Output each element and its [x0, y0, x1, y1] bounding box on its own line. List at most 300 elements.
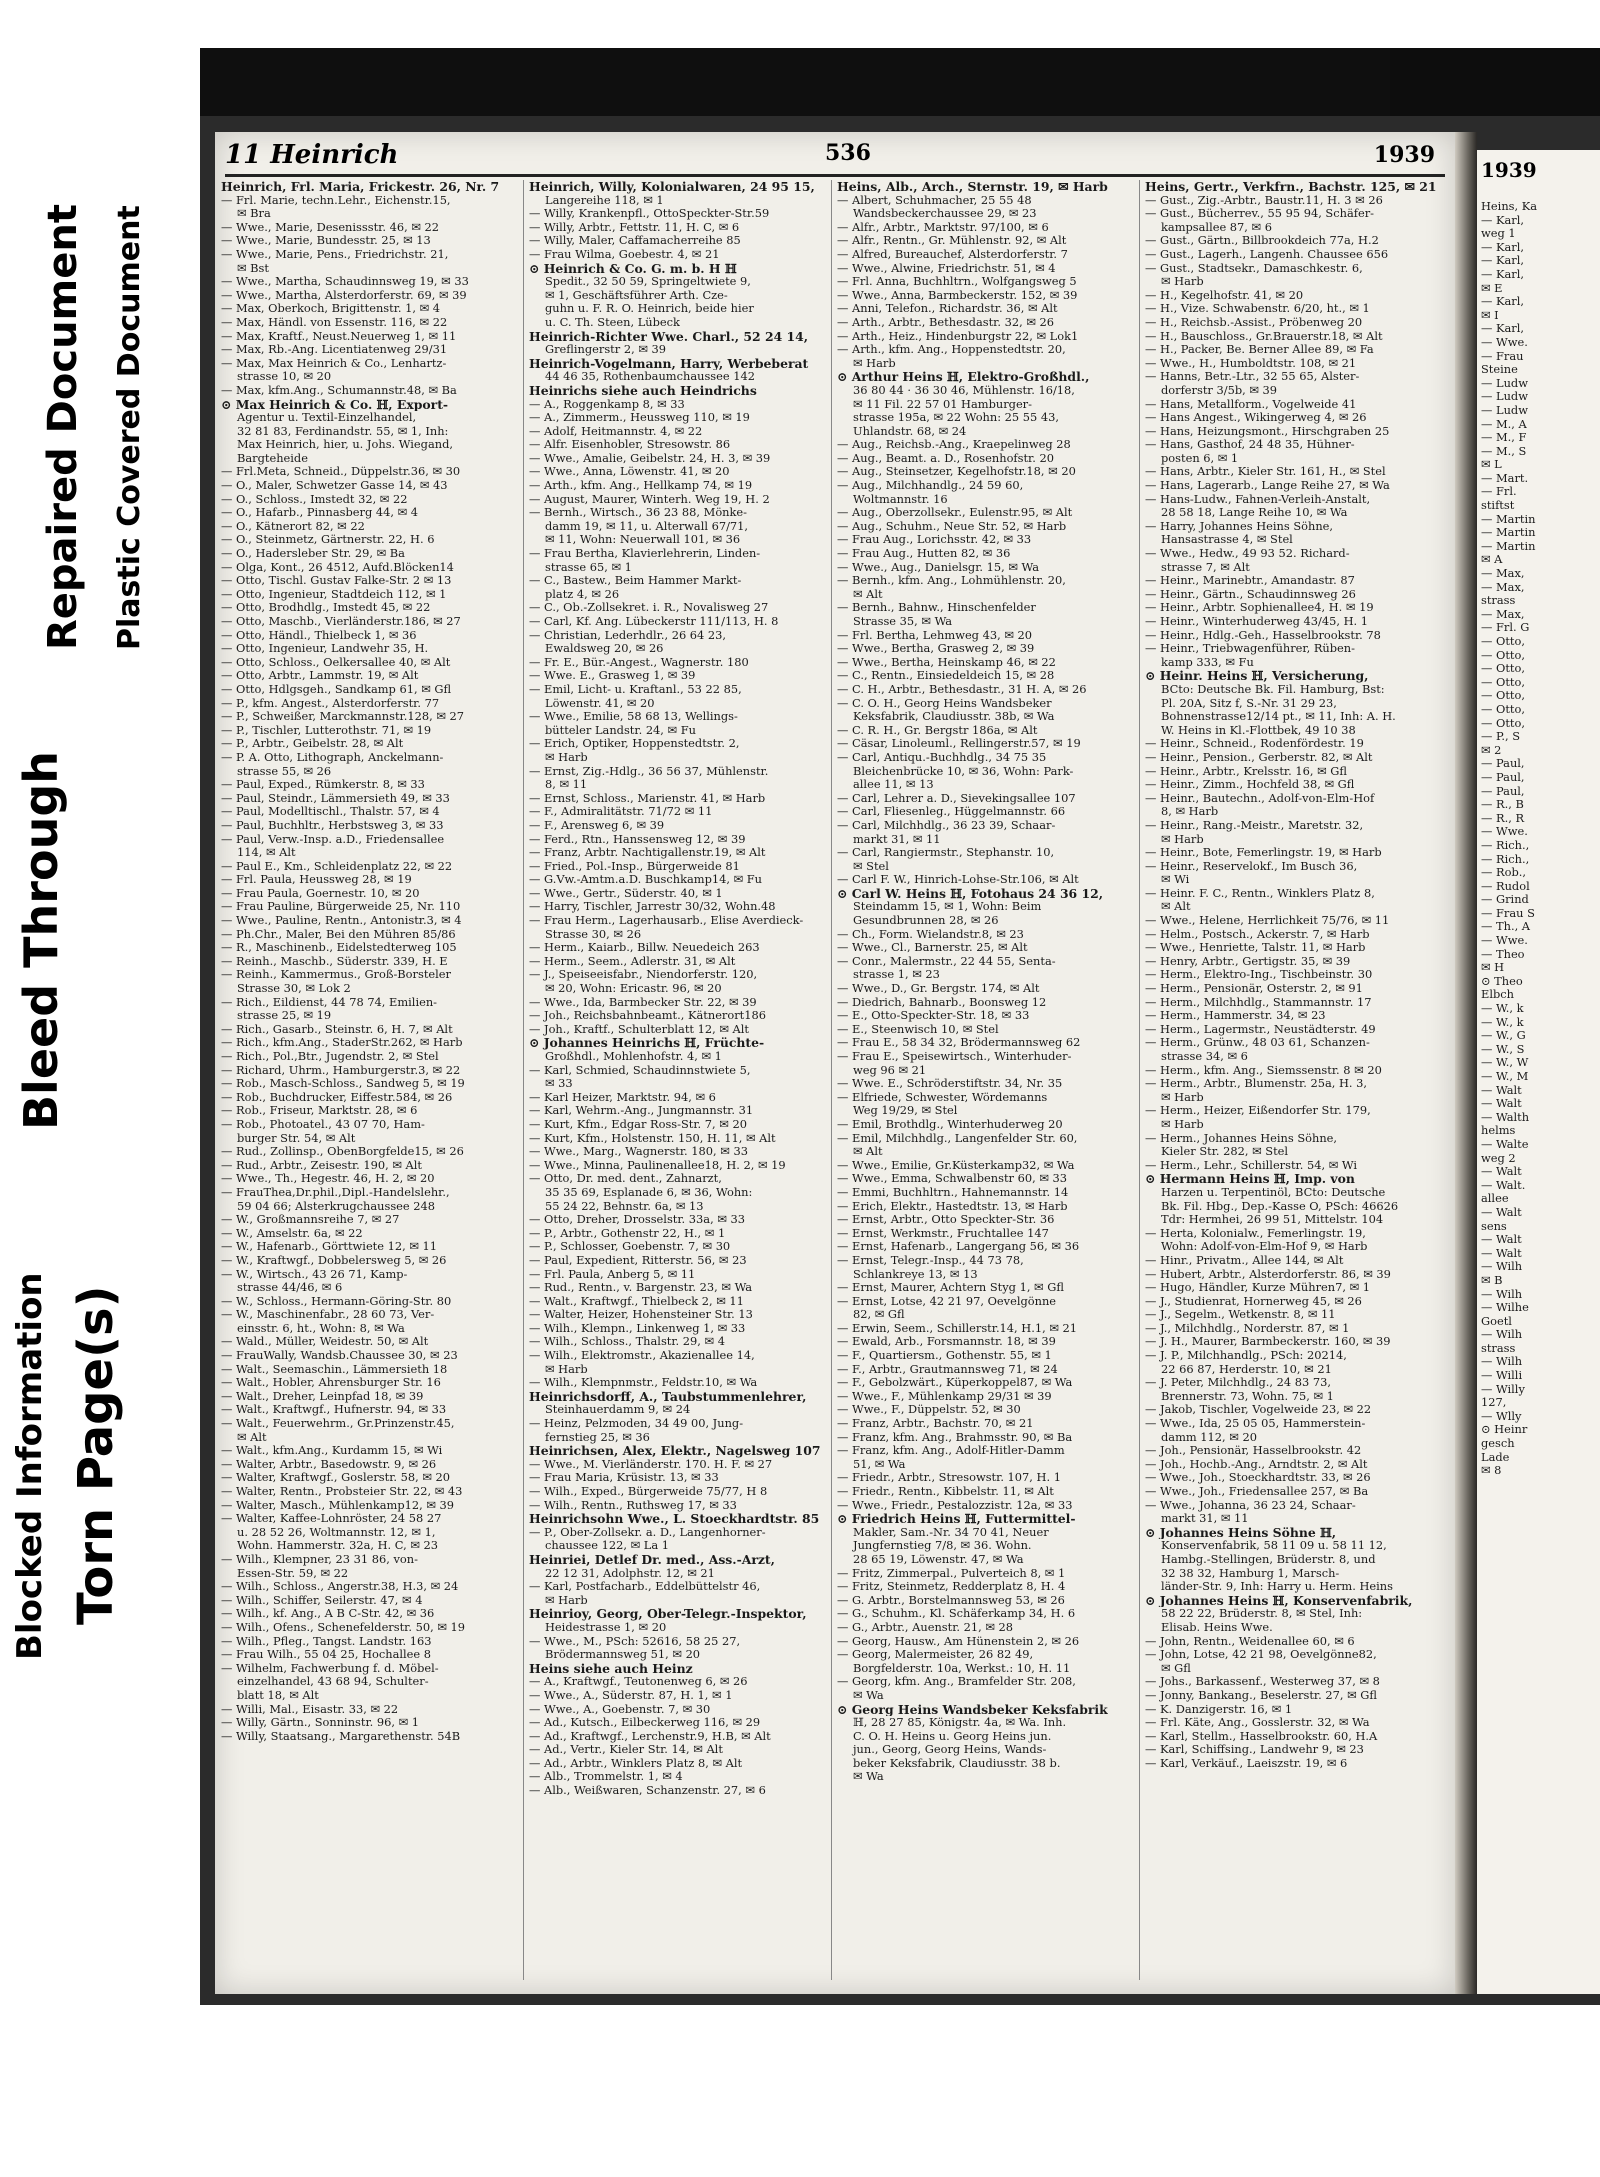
directory-entry: — Wwe., M. Vierländerstr. 170. H. F. ✉ 27 [529, 1457, 773, 1471]
directory-entry: — H., Reichsb.-Assist., Pröbenweg 20 [1145, 315, 1363, 329]
directory-entry: — Hans-Ludw., Fahnen-Verleih-Anstalt, [1145, 492, 1371, 506]
directory-entry: Elbch [1481, 988, 1514, 1002]
directory-entry: Heinrichs siehe auch Heindrichs [529, 383, 757, 398]
directory-entry: — Rich., kfm.Ang., StaderStr.262, ✉ Harb [221, 1036, 463, 1050]
directory-entry: — Friedr., Rentn., Kibbelstr. 11, ✉ Alt [837, 1485, 1054, 1498]
directory-entry: ✉ 1, Geschäftsführer Arth. Cze- [545, 288, 728, 302]
directory-entry: Weg 19/29, ✉ Stel [853, 1104, 958, 1118]
directory-entry: — Willy, Maler, Caffamacherreihe 85 [529, 234, 741, 248]
directory-entry: — F., Gebolzwärt., Küperkoppel87, ✉ Wa [837, 1376, 1073, 1390]
directory-entry: — Wwe. E., Schröderstiftstr. 34, Nr. 35 [837, 1077, 1063, 1091]
directory-entry: — Wwe., Emma, Schwalbenstr 60, ✉ 33 [837, 1172, 1067, 1186]
directory-entry: einsstr. 6, ht., Wohn: 8, ✉ Wa [237, 1321, 405, 1335]
directory-entry: strasse 1, ✉ 23 [853, 968, 940, 982]
directory-entry: — Herm., Heizer, Eißendorfer Str. 179, [1145, 1104, 1371, 1118]
directory-entry: markt 31, ✉ 11 [1161, 1512, 1249, 1526]
directory-entry: — H., Packer, Be. Berner Allee 89, ✉ Fa [1145, 343, 1374, 357]
directory-entry: — Henry, Arbtr., Gertigstr. 35, ✉ 39 [1145, 954, 1351, 968]
directory-entry: ✉ Wi [1161, 873, 1190, 887]
directory-entry: — Conr., Malermstr., 22 44 55, Senta- [837, 954, 1056, 968]
directory-entry: 55 24 22, Behnstr. 6a, ✉ 13 [545, 1199, 704, 1213]
directory-entry: damm 112, ✉ 20 [1161, 1430, 1257, 1444]
directory-entry: ✉ 8 [1481, 1464, 1502, 1478]
directory-entry: — A., Roggenkamp 8, ✉ 33 [529, 397, 685, 411]
directory-entry: — Heinr., Marinebtr., Amandastr. 87 [1145, 574, 1355, 588]
directory-entry: ✉ Wa [853, 1688, 884, 1702]
directory-entry: allee [1481, 1192, 1509, 1206]
directory-entry: Strasse 30, ✉ 26 [545, 927, 642, 941]
directory-entry: Ewaldsweg 20, ✉ 26 [545, 642, 664, 656]
directory-entry: — W., k [1481, 1002, 1524, 1016]
directory-entry: — Walt [1481, 1205, 1522, 1219]
directory-entry: — Ad., Kutsch., Eilbeckerweg 116, ✉ 29 [529, 1716, 761, 1730]
directory-entry: ✉ Harb [1161, 832, 1204, 846]
directory-entry: — Wilhe [1481, 1301, 1529, 1315]
directory-entry: 35 35 69, Esplanade 6, ✉ 36, Wohn: [545, 1185, 753, 1199]
directory-entry: — Hans, Lagerarb., Lange Reihe 27, ✉ Wa [1145, 479, 1390, 493]
directory-entry: Heinrich-Richter Wwe. Charl., 52 24 14, [529, 329, 809, 344]
directory-entry: — Otto, Dr. med. dent., Zahnarzt, [529, 1172, 722, 1186]
directory-entry: — Walter, Arbtr., Basedowstr. 9, ✉ 26 [221, 1457, 437, 1471]
directory-entry: 8, ✉ Harb [1161, 805, 1219, 819]
directory-entry: — Emil, Brothdlg., Winterhuderweg 20 [837, 1117, 1063, 1131]
directory-entry: strasse 10, ✉ 20 [237, 370, 332, 384]
directory-entry: — Max, [1481, 607, 1525, 621]
directory-entry: beker Keksfabrik, Claudiusstr. 38 b. [853, 1756, 1061, 1770]
directory-entry: — Wilh., Klempn., Linkenweg 1, ✉ 33 [529, 1321, 746, 1335]
directory-entry: u. C. Th. Steen, Lübeck [545, 315, 680, 329]
directory-entry: posten 6, ✉ 1 [1161, 451, 1239, 465]
directory-entry: Heinrich, Frl. Maria, Frickestr. 26, Nr. 7 [221, 180, 500, 194]
directory-entry: — Georg, Hausw., Am Hünenstein 2, ✉ 26 [837, 1634, 1080, 1648]
directory-entry: Woltmannstr. 16 [853, 492, 948, 506]
directory-entry: Konservenfabrik, 58 11 09 u. 58 11 12, [1161, 1539, 1387, 1553]
directory-entry: — O., Schloss., Imstedt 32, ✉ 22 [221, 492, 408, 506]
directory-entry: — Wwe., Johanna, 36 23 24, Schaar- [1145, 1498, 1356, 1512]
directory-entry: — Wwe. E., Grasweg 1, ✉ 39 [529, 669, 696, 683]
directory-entry: — C., Ob.-Zollsekret. i. R., Novalisweg 27 [529, 601, 769, 615]
running-head: 11 Heinrich [225, 140, 399, 170]
directory-entry: — Paul, Exped., Rümkerstr. 8, ✉ 33 [221, 778, 425, 792]
directory-entry: — Willi, Mal., Eisastr. 33, ✉ 22 [221, 1702, 399, 1716]
directory-entry: — O., Maler, Schwetzer Gasse 14, ✉ 43 [221, 479, 448, 493]
directory-entry: — Walt., Kraftwgf., Hufnerstr. 94, ✉ 33 [221, 1403, 447, 1417]
directory-entry: — G., Schuhm., Kl. Schäferkamp 34, H. 6 [837, 1607, 1076, 1621]
directory-entry: — O., Kätnerort 82, ✉ 22 [221, 519, 365, 533]
directory-entry: — Wwe., Marie, Desenissstr. 46, ✉ 22 [221, 220, 439, 234]
directory-entry: — Max, [1481, 580, 1525, 594]
directory-entry: — Wwe., H., Humboldtstr. 108, ✉ 21 [1145, 356, 1357, 370]
directory-entry: — Hans, Arbtr., Kieler Str. 161, H., ✉ Stel [1145, 465, 1386, 479]
directory-entry: — Emmi, Buchhltrn., Hahnemannstr. 14 [837, 1185, 1069, 1199]
adjacent-page-year: 1939 [1481, 158, 1537, 182]
directory-entry: ⊙ Friedrich Heins ℍ, Futtermittel- [837, 1512, 1076, 1526]
directory-entry: — Frl.Meta, Schneid., Düppelstr.36, ✉ 30 [221, 465, 461, 479]
directory-entry: — G., Arbtr., Auenstr. 21, ✉ 28 [837, 1620, 1014, 1634]
directory-entry: — Frl. Bertha, Lehmweg 43, ✉ 20 [837, 628, 1032, 642]
directory-entry: — K. Danzigerstr. 16, ✉ 1 [1145, 1702, 1293, 1716]
directory-entry: — Walt., Feuerwehrm., Gr.Prinzenstr.45, [221, 1417, 455, 1431]
directory-entry: — Heinr., Schneid., Rodenfördestr. 19 [1145, 737, 1364, 751]
directory-entry: kampsallee 87, ✉ 6 [1161, 220, 1272, 234]
directory-entry: — Ernst, Hafenarb., Langergang 56, ✉ 36 [837, 1240, 1080, 1254]
directory-entry: — Hugo, Händler, Kurze Mühren7, ✉ 1 [1145, 1281, 1371, 1295]
directory-entry: ✉ Alt [853, 587, 883, 601]
directory-entry: — Gust., Bücherrev., 55 95 94, Schäfer- [1145, 207, 1374, 221]
directory-entry: Bk. Fil. Hbg., Dep.-Kasse O, PSch: 46626 [1161, 1199, 1399, 1213]
directory-entry: — Hinr., Privatm., Allee 144, ✉ Alt [1145, 1253, 1344, 1267]
directory-entry: — Carl, Kf. Ang. Lübeckerstr 111/113, H. 8 [529, 615, 779, 628]
directory-entry: strasse 34, ✉ 6 [1161, 1050, 1248, 1063]
directory-entry: 28 58 18, Lange Reihe 10, ✉ Wa [1161, 506, 1348, 520]
directory-entry: — E., Otto-Speckter-Str. 18, ✉ 33 [837, 1009, 1030, 1023]
directory-entry: — Wwe., Helene, Herrlichkeit 75/76, ✉ 11 [1145, 914, 1390, 928]
directory-entry: — Max, Rb.-Ang. Licentiatenweg 29/31 [221, 343, 448, 357]
directory-entry: — Gust., Gärtn., Billbrookdeich 77a, H.2 [1145, 234, 1379, 248]
directory-entry: — Otto, Brodhdlg., Imstedt 45, ✉ 22 [221, 601, 431, 615]
plastic-covered-document-label: Plastic Covered Document [112, 205, 147, 650]
directory-entry: — O., Hadersleber Str. 29, ✉ Ba [221, 547, 405, 561]
directory-entry: ⊙ Johannes Heinrichs ℍ, Früchte- [529, 1036, 765, 1050]
directory-entry: — J., Segelm., Wetkenstr. 8, ✉ 11 [1145, 1308, 1336, 1322]
directory-entry: — Emil, Milchhdlg., Langenfelder Str. 60, [837, 1131, 1078, 1145]
directory-entry: — J., Speiseeisfabr., Niendorferstr. 120, [529, 968, 758, 982]
directory-entry: Heins, Alb., Arch., Sternstr. 19, ✉ Harb [837, 180, 1108, 194]
directory-entry: — John, Lotse, 42 21 98, Oevelgönne82, [1145, 1648, 1377, 1662]
directory-entry: — Georg, kfm. Ang., Bramfelder Str. 208, [837, 1675, 1076, 1689]
directory-entry: — Johs., Barkassenf., Westerweg 37, ✉ 8 [1145, 1675, 1380, 1689]
directory-entry: — Max, Kraftf., Neust.Neuerweg 1, ✉ 11 [221, 329, 457, 343]
directory-entry: — Otto, [1481, 635, 1525, 648]
column-3 [837, 180, 1133, 1980]
directory-entry: — C., Rentn., Einsiedeldeich 15, ✉ 28 [837, 669, 1055, 683]
directory-entry: — Walt [1481, 1246, 1522, 1260]
directory-entry: — Wwe., Gertr., Süderstr. 40, ✉ 1 [529, 886, 723, 900]
directory-entry: — Reinh., Kammermus., Groß-Borsteler [221, 968, 451, 982]
directory-entry: — Cäsar, Linoleuml., Rellingerstr.57, ✉ 19 [837, 737, 1081, 751]
directory-entry: — O., Hafarb., Pinnasberg 44, ✉ 4 [221, 506, 419, 520]
directory-entry: — Willy, Krankenpfl., OttoSpeckter-Str.59 [529, 207, 770, 221]
directory-entry: — Wilh., Schloss., Thalstr. 29, ✉ 4 [529, 1335, 725, 1349]
directory-entry: — Wwe., Alwine, Friedrichstr. 51, ✉ 4 [837, 261, 1056, 275]
directory-entry: — Frl. Paula, Heussweg 28, ✉ 19 [221, 873, 412, 887]
directory-entry: markt 31, ✉ 11 [853, 832, 941, 846]
directory-entry: — Harry, Tischler, Jarrestr 30/32, Wohn.48 [529, 900, 776, 914]
directory-entry: — Herm., Elektro-Ing., Tischbeinstr. 30 [1145, 968, 1373, 982]
directory-entry: — Gust., Lagerh., Langenh. Chaussee 656 [1145, 247, 1389, 261]
directory-entry: — Paul, Modelltischl., Thalstr. 57, ✉ 4 [221, 805, 440, 819]
directory-entry: — Helm., Postsch., Ackerstr. 7, ✉ Harb [1145, 927, 1370, 941]
directory-entry: — Hans Angest., Wikingerweg 4, ✉ 26 [1145, 411, 1367, 425]
directory-entry: — Wwe., Joh., Stoeckhardtstr. 33, ✉ 26 [1145, 1471, 1371, 1485]
directory-entry: — Otto, Ingenieur, Stadtdeich 112, ✉ 1 [221, 587, 447, 601]
directory-entry: — Joh., Reichsbahnbeamt., Kätnerort186 [529, 1009, 766, 1023]
directory-entry: — Martin [1481, 512, 1536, 526]
directory-entry: — Wwe., Marie, Bundesstr. 25, ✉ 13 [221, 234, 431, 248]
directory-entry: — Kurt, Kfm., Edgar Ross-Str. 7, ✉ 20 [529, 1117, 747, 1131]
directory-entry: — Otto, [1481, 702, 1525, 716]
directory-entry: einzelhandel, 43 68 94, Schulter- [237, 1675, 429, 1689]
year: 1939 [1373, 142, 1435, 168]
directory-entry: Uhlandstr. 68, ✉ 24 [853, 424, 967, 438]
directory-entry: — Frau [1481, 349, 1524, 363]
directory-entry: — Herm., Kaiarb., Billw. Neuedeich 263 [529, 941, 760, 955]
directory-entry: — Heinr., Hdlg.-Geh., Hasselbrookstr. 78 [1145, 628, 1381, 642]
directory-entry: — Walt [1481, 1233, 1522, 1247]
directory-entry: ✉ 11 Fil. 22 57 01 Hamburger- [853, 397, 1032, 411]
directory-entry: — Reinh., Maschb., Süderstr. 339, H. E [221, 954, 448, 968]
directory-entry: — Walter, Masch., Mühlenkamp12, ✉ 39 [221, 1498, 455, 1512]
directory-entry: — Otto, [1481, 675, 1525, 689]
directory-entry: — W., Schloss., Hermann-Göring-Str. 80 [221, 1294, 452, 1308]
directory-entry: — Heinr. F. C., Rentn., Winklers Platz 8, [1145, 886, 1375, 900]
directory-entry: — Jonny, Bankang., Beselerstr. 27, ✉ Gfl [1145, 1688, 1377, 1702]
directory-entry: ✉ A [1481, 553, 1503, 567]
directory-entry: — Otto, [1481, 716, 1525, 730]
directory-entry: Heinrichsohn Wwe., L. Stoeckhardtstr. 85 [529, 1512, 820, 1526]
directory-entry: — P. A. Otto, Lithograph, Anckelmann- [221, 750, 444, 764]
directory-entry: — H., Vize. Schwabenstr. 6/20, ht., ✉ 1 [1145, 302, 1370, 316]
directory-entry: ✉ I [1481, 308, 1499, 322]
directory-entry: — Aug., Beamt. a. D., Rosenhofstr. 20 [837, 451, 1054, 465]
directory-entry: — Heinr., Arbtr., Krelsstr. 16, ✉ Gfl [1145, 764, 1347, 778]
directory-entry: — H., Kegelhofstr. 41, ✉ 20 [1145, 288, 1304, 302]
directory-entry: Bohnenstrasse12/14 pt., ✉ 11, Inh: A. H. [1161, 710, 1396, 724]
directory-entry: — Alb., Weißwaren, Schanzenstr. 27, ✉ 6 [529, 1784, 766, 1798]
directory-entry: — Wwe., Friedr., Pestalozzistr. 12a, ✉ 33 [837, 1498, 1073, 1512]
directory-entry: 32 38 32, Hamburg 1, Marsch- [1161, 1566, 1340, 1580]
directory-entry: — Kurt, Kfm., Holstenstr. 150, H. 11, ✉ Alt [529, 1131, 776, 1145]
adjacent-page [1477, 150, 1600, 1994]
directory-entry: — Otto, Schloss., Oelkersallee 40, ✉ Alt [221, 655, 451, 669]
directory-entry: — Rob., Photoatel., 43 07 70, Ham- [221, 1117, 425, 1131]
directory-entry: — P., Schweißer, Marckmannstr.128, ✉ 27 [221, 710, 464, 724]
directory-entry: — Wilh., Klempner, 23 31 86, von- [221, 1552, 418, 1566]
directory-entry: — Wilh [1481, 1328, 1523, 1342]
directory-entry: ✉ Alt [1161, 900, 1191, 914]
directory-entry: — FrauThea,Dr.phil.,Dipl.-Handelslehr., [221, 1185, 450, 1199]
directory-entry: — R., B [1481, 798, 1524, 812]
directory-entry: — Otto, Dreher, Drosselstr. 33a, ✉ 33 [529, 1213, 745, 1227]
directory-entry: ✉ Harb [1161, 275, 1204, 289]
directory-entry: — Joh., Pensionär, Hasselbrookstr. 42 [1145, 1444, 1362, 1458]
directory-entry: — Wilh., Schiffer, Seilerstr. 47, ✉ 4 [221, 1593, 423, 1607]
directory-entry: — Frau S [1481, 906, 1535, 920]
directory-entry: allee 11, ✉ 13 [853, 778, 934, 792]
directory-entry: — Erwin, Seem., Schillerstr.14, H.1, ✉ 21 [837, 1321, 1077, 1335]
column-1 [221, 180, 517, 1980]
directory-entry: — C., Bastew., Beim Hammer Markt- [529, 574, 742, 588]
directory-entry: Gesundbrunnen 28, ✉ 26 [853, 914, 999, 928]
directory-entry: 36 80 44 · 36 30 46, Mühlenstr. 16/18, [853, 383, 1075, 397]
directory-entry: — Mart. [1481, 471, 1529, 485]
directory-entry: — Grind [1481, 893, 1529, 907]
directory-entry: — P., Ober-Zollsekr. a. D., Langenhorner- [529, 1525, 766, 1539]
directory-entry: — Wwe. [1481, 934, 1528, 948]
directory-entry: — Ewald, Arb., Forsmannstr. 18, ✉ 39 [837, 1335, 1056, 1349]
directory-entry: — Rudol [1481, 879, 1530, 893]
directory-entry: ✉ Stel [853, 859, 889, 873]
directory-entry: Hambg.-Stellingen, Brüderstr. 8, und [1161, 1552, 1376, 1566]
directory-entry: — Heinz, Pelzmoden, 34 49 00, Jung- [529, 1417, 744, 1431]
directory-entry: — Herm., Seem., Adlerstr. 31, ✉ Alt [529, 954, 736, 968]
directory-entry: — Hans, Gasthof, 24 48 35, Hühner- [1145, 438, 1355, 452]
directory-entry: — Wilh., kf. Ang., A B C-Str. 42, ✉ 36 [221, 1607, 435, 1621]
directory-entry: ✉ Harb [545, 1593, 588, 1607]
directory-entry: — Wilh., Ofens., Schenefelderstr. 50, ✉ 19 [221, 1620, 466, 1634]
side-labels [0, 0, 190, 2177]
directory-entry: Heinrichsen, Alex, Elektr., Nagelsweg 107 [529, 1444, 821, 1458]
directory-entry: — Karl Heizer, Marktstr. 94, ✉ 6 [529, 1090, 716, 1104]
directory-entry: — Willy, Staatsang., Margarethenstr. 54B [221, 1729, 461, 1743]
directory-entry: — P., S [1481, 730, 1521, 744]
directory-entry: Pl. 20A, Sitz f, S.-Nr. 31 29 23, [1161, 696, 1337, 710]
directory-entry: — Heinr., Reservelokf., Im Busch 36, [1145, 859, 1358, 873]
directory-entry: — Alfred, Bureauchef, Alsterdorferstr. 7 [837, 247, 1068, 261]
directory-entry: — Otto, Hdlgsgeh., Sandkamp 61, ✉ Gfl [221, 682, 452, 696]
directory-entry: — Paul, [1481, 757, 1525, 771]
directory-entry: fernstieg 25, ✉ 36 [545, 1430, 650, 1444]
directory-entry: — Carl, Antiqu.-Buchhdlg., 34 75 35 [837, 750, 1047, 764]
directory-entry: — Karl, [1481, 295, 1525, 309]
directory-entry: — Wilh., Pfleg., Tangst. Landstr. 163 [221, 1634, 432, 1648]
directory-entry: ✉ Alt [853, 1145, 883, 1159]
directory-entry: — Martin [1481, 526, 1536, 540]
directory-entry: ✉ 20, Wohn: Ericastr. 96, ✉ 20 [545, 982, 722, 996]
directory-entry: — Harry, Johannes Heins Söhne, [1145, 519, 1334, 533]
directory-entry: — Arth., kfm. Ang., Hoppenstedtstr. 20, [837, 343, 1066, 357]
directory-entry: — Alb., Trommelstr. 1, ✉ 4 [529, 1770, 683, 1784]
directory-entry: — Rich., [1481, 852, 1530, 866]
directory-entry: — Paul, Buchhltr., Herbstsweg 3, ✉ 33 [221, 818, 444, 832]
directory-entry: 58 22 22, Brüderstr. 8, ✉ Stel, Inh: [1161, 1607, 1363, 1621]
directory-entry: — Olga, Kont., 26 4512, Aufd.Blöcken14 [221, 560, 454, 574]
directory-entry: — Karl, Wehrm.-Ang., Jungmannstr. 31 [529, 1104, 754, 1118]
directory-entry: dorferstr 3/5b, ✉ 39 [1161, 383, 1278, 397]
directory-entry: — Heinr., Rang.-Meistr., Maretstr. 32, [1145, 818, 1364, 832]
directory-entry: Makler, Sam.-Nr. 34 70 41, Neuer [853, 1525, 1049, 1539]
directory-entry: ⊙ Heinrich & Co. G. m. b. H ℍ [529, 261, 737, 276]
directory-entry: — Franz, kfm. Ang., Adolf-Hitler-Damm [837, 1444, 1065, 1458]
directory-entry: — Otto, [1481, 662, 1525, 676]
directory-entry: — Aug., Reichsb.-Ang., Kraepelinweg 28 [837, 438, 1071, 452]
directory-entry: ⊙ Heinr [1481, 1423, 1528, 1437]
directory-entry: — Rich., Eildienst, 44 78 74, Emilien- [221, 995, 438, 1009]
directory-entry: — J. P., Milchhandlg., PSch: 20214, [1145, 1349, 1347, 1363]
directory-entry: — Rob., Buchdrucker, Eiffestr.584, ✉ 26 [221, 1090, 453, 1104]
directory-entry: — Walter, Kraftwgf., Goslerstr. 58, ✉ 20 [221, 1471, 451, 1485]
directory-entry: Keksfabrik, Claudiusstr. 38b, ✉ Wa [853, 710, 1055, 724]
directory-entry: — Ferd., Rtn., Hanssensweg 12, ✉ 39 [529, 832, 746, 846]
directory-entry: — Heinr., Arbtr. Sophienallee4, H. ✉ 19 [1145, 601, 1374, 615]
directory-entry: — Frl. Marie, techn.Lehr., Eichenstr.15, [221, 193, 451, 207]
directory-entry: — Rob., [1481, 866, 1526, 880]
directory-entry: Wandsbeckerchaussee 29, ✉ 23 [853, 207, 1037, 221]
directory-entry: — Wwe., M., PSch: 52616, 58 25 27, [529, 1634, 741, 1648]
directory-entry: — Carl, Fliesenleg., Hüggelmannstr. 66 [837, 805, 1066, 819]
directory-entry: — W., W [1481, 1056, 1529, 1070]
directory-entry: — Ernst, Schloss., Marienstr. 41, ✉ Harb [529, 791, 766, 805]
directory-entry: ✉ Gfl [1161, 1661, 1191, 1675]
directory-entry: — M., A [1481, 417, 1527, 431]
directory-entry: — Max, [1481, 567, 1525, 581]
directory-entry: 127, [1481, 1396, 1507, 1410]
directory-entry: — Ernst, Arbtr., Otto Speckter-Str. 36 [837, 1213, 1055, 1227]
directory-entry: — M., F [1481, 431, 1527, 445]
directory-entry: — A., Kraftwgf., Teutonenweg 6, ✉ 26 [529, 1675, 748, 1689]
directory-entry: — Ernst, Zig.-Hdlg., 36 56 37, Mühlenstr. [529, 764, 769, 778]
directory-entry: — Wwe., Martha, Schaudinnsweg 19, ✉ 33 [221, 275, 469, 289]
page-header [225, 140, 1445, 182]
directory-entry: — Bernh., kfm. Ang., Lohmühlenstr. 20, [837, 574, 1066, 588]
directory-entry: — Wwe., Pauline, Rentn., Antonistr.3, ✉ 4 [221, 914, 462, 928]
column-rule [1139, 180, 1140, 1980]
directory-entry: — P., kfm. Angest., Alsterdorferstr. 77 [221, 696, 440, 710]
directory-entry: ✉ Wa [853, 1770, 884, 1784]
directory-entry: burger Str. 54, ✉ Alt [237, 1131, 356, 1145]
directory-entry: chaussee 122, ✉ La 1 [545, 1539, 670, 1553]
directory-entry: — Wwe., A., Süderstr. 87, H. 1, ✉ 1 [529, 1688, 733, 1702]
directory-entry: — Wwe. [1481, 825, 1528, 839]
directory-entry: — Wwe., Th., Hegestr. 46, H. 2, ✉ 20 [221, 1172, 435, 1186]
directory-entry: ⊙ Max Heinrich & Co. ℍ, Export- [221, 397, 449, 412]
directory-entry: — Fr. E., Bür.-Angest., Wagnerstr. 180 [529, 655, 749, 669]
directory-entry: ⊙ Georg Heins Wandsbeker Keksfabrik [837, 1702, 1108, 1717]
directory-entry: — F., Arensweg 6, ✉ 39 [529, 818, 665, 832]
directory-entry: ✉ Harb [1161, 1117, 1204, 1131]
directory-entry: ✉ 11, Wohn: Neuerwall 101, ✉ 36 [545, 533, 741, 547]
directory-entry: Borgfelderstr. 10a, Werkst.: 10, H. 11 [853, 1661, 1071, 1675]
directory-entry: — A., Zimmerm., Heussweg 110, ✉ 19 [529, 411, 750, 425]
directory-entry: — John, Rentn., Weidenallee 60, ✉ 6 [1145, 1634, 1355, 1648]
directory-entry: — W., M [1481, 1070, 1529, 1083]
directory-entry: — Karl, [1481, 213, 1525, 227]
directory-entry: — Aug., Oberzollsekr., Eulenstr.95, ✉ Alt [837, 506, 1073, 520]
directory-entry: — Wilh., Klempnmstr., Feldstr.10, ✉ Wa [529, 1376, 758, 1390]
directory-entry: — Frl. Käte, Ang., Gosslerstr. 32, ✉ Wa [1145, 1716, 1370, 1730]
directory-entry: — Paul, Steindr., Lämmersieth 49, ✉ 33 [221, 791, 450, 805]
directory-entry: jun., Georg, Georg Heins, Wands- [853, 1743, 1047, 1757]
directory-entry: — M., S [1481, 444, 1527, 458]
directory-entry: — Wwe., D., Gr. Bergstr. 174, ✉ Alt [837, 982, 1040, 996]
directory-entry: — P., Arbtr., Geibelstr. 28, ✉ Alt [221, 737, 404, 751]
directory-entry: Heins siehe auch Heinz [529, 1661, 693, 1676]
directory-entry: — P., Schlosser, Goebenstr. 7, ✉ 30 [529, 1240, 731, 1254]
directory-entry: — Herm., Arbtr., Blumenstr. 25a, H. 3, [1145, 1077, 1368, 1091]
directory-entry: ✉ Harb [1161, 1090, 1204, 1104]
directory-entry: — Wilh., Elektromstr., Akazienallee 14, [529, 1349, 755, 1363]
directory-entry: — P., Arbtr., Gothenstr 22, H., ✉ 1 [529, 1226, 726, 1240]
directory-entry: — Rud., Rentn., v. Bargenstr. 23, ✉ Wa [529, 1281, 753, 1295]
directory-entry: — Alfr. Eisenhobler, Stresowstr. 86 [529, 438, 731, 452]
directory-entry: Essen-Str. 59, ✉ 22 [237, 1566, 349, 1580]
directory-entry: — Otto, Händl., Thielbeck 1, ✉ 36 [221, 628, 417, 642]
directory-entry: strasse 55, ✉ 26 [237, 764, 332, 778]
directory-entry: 82, ✉ Gfl [853, 1308, 905, 1322]
directory-entry: — Frau Pauline, Bürgerweide 25, Nr. 110 [221, 900, 461, 914]
directory-entry: — Ernst, Telegr.-Insp., 44 73 78, [837, 1253, 1024, 1267]
directory-entry: — Frau E., 58 34 32, Brödermannsweg 62 [837, 1036, 1081, 1050]
directory-entry: Spedit., 32 50 59, Springeltwiete 9, [545, 275, 751, 289]
directory-entry: — Aug., Steinsetzer, Kegelhofstr.18, ✉ 20 [837, 465, 1076, 479]
directory-entry: — Rob., Friseur, Marktstr. 28, ✉ 6 [221, 1104, 418, 1118]
directory-entry: — Rud., Arbtr., Zeisestr. 190, ✉ Alt [221, 1158, 423, 1172]
directory-entry: — F., Admiralitätstr. 71/72 ✉ 11 [529, 805, 713, 819]
directory-entry: — Max, Händl. von Essenstr. 116, ✉ 22 [221, 315, 448, 329]
directory-entry: — Rob., Masch-Schloss., Sandweg 5, ✉ 19 [221, 1077, 465, 1091]
directory-entry: — Wwe., Amalie, Geibelstr. 24, H. 3, ✉ 39 [529, 451, 771, 465]
directory-entry: — Elfriede, Schwester, Wördemanns [837, 1090, 1048, 1104]
